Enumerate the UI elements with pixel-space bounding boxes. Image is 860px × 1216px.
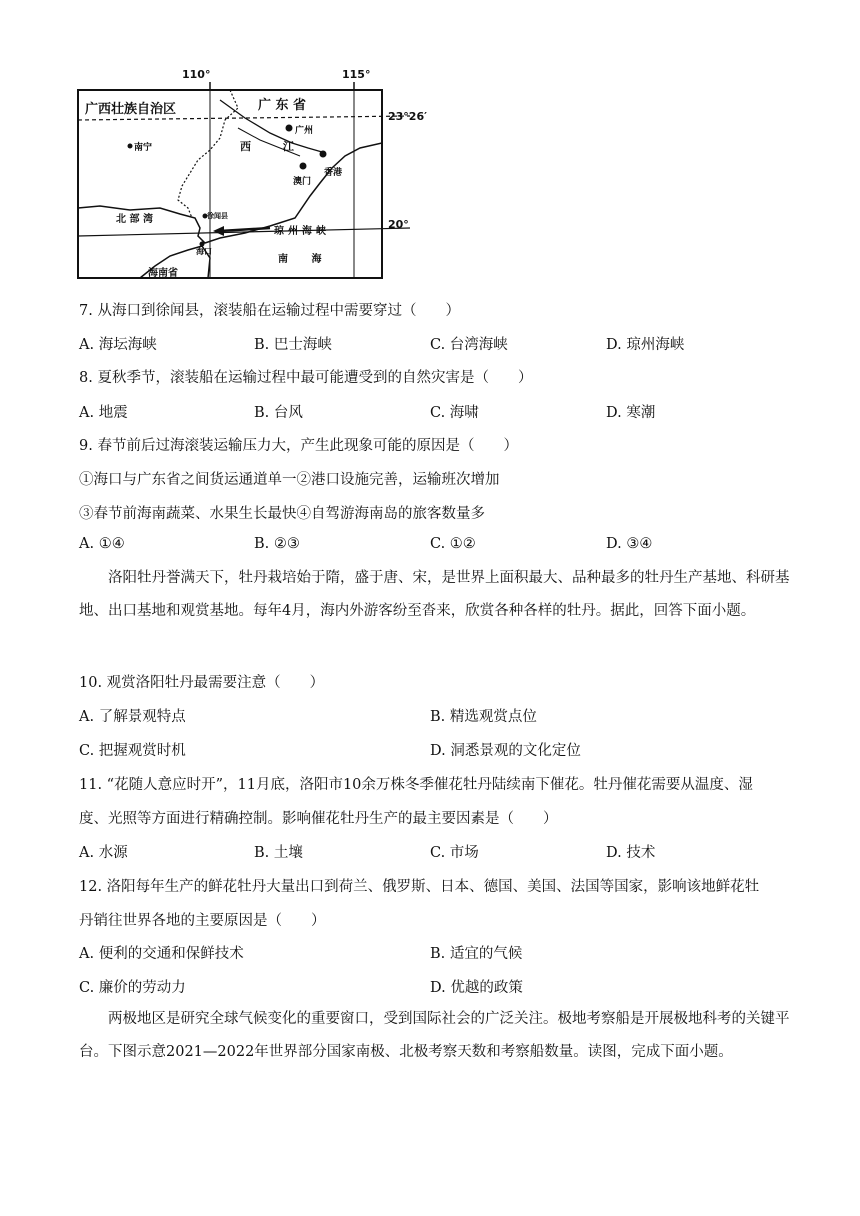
- map-nanhai-label: 南 海: [278, 254, 322, 265]
- q9-statement-line-2: ③春节前海南蔬菜、水果生长最快④自驾游海南岛的旅客数量多: [79, 506, 485, 522]
- map-guangxi-label: 广西壮族自治区: [85, 102, 177, 117]
- q8-option-b: B. 台风: [254, 405, 303, 421]
- q12-option-b: B. 适宜的气候: [430, 946, 523, 962]
- map-nanning-label: 南宁: [134, 143, 153, 153]
- q11-option-d: D. 技术: [606, 845, 656, 861]
- q10-option-d: D. 洞悉景观的文化定位: [430, 743, 581, 759]
- q8-option-d: D. 寒潮: [606, 405, 656, 421]
- q10-option-c: C. 把握观赏时机: [79, 743, 186, 759]
- q11-option-a: A. 水源: [79, 845, 128, 861]
- question-10-stem: 10. 观赏洛阳牡丹最需要注意（ ）: [79, 675, 325, 691]
- map-strait-label: 琼州海峡: [274, 226, 330, 237]
- q7-option-a: A. 海坛海峡: [79, 337, 157, 353]
- q11-option-b: B. 土壤: [254, 845, 303, 861]
- map-xianggang-label: 香港: [324, 168, 343, 178]
- question-11-stem-line-1: 11. “花随人意应时开”，11月底，洛阳市10余万株冬季催花牡丹陆续南下催花。牡丹催花需要从温度、湿: [79, 777, 753, 793]
- q9-statement-line-1: ①海口与广东省之间货运通道单一②港口设施完善，运输班次增加: [79, 472, 500, 488]
- question-12-stem-line-2: 丹销往世界各地的主要原因是（ ）: [79, 913, 326, 929]
- q9-option-d: D. ③④: [606, 536, 653, 552]
- map-beibuwan-label: 北 部 湾: [116, 214, 153, 225]
- map-lon-110-label: 110°: [182, 68, 211, 81]
- q10-option-b: B. 精选观赏点位: [430, 709, 537, 725]
- q12-option-c: C. 廉价的劳动力: [79, 980, 186, 996]
- q12-option-d: D. 优越的政策: [430, 980, 523, 996]
- map-lat-23-label: 23°26′: [388, 110, 428, 123]
- passage-polar-research: 两极地区是研究全球气候变化的重要窗口，受到国际社会的广泛关注。极地考察船是开展极地科考的关键平台。下图示意2021—2022年世界部分国家南极、北极考察天数和考察船数量。读图，完成下面小题。: [79, 1011, 790, 1060]
- question-7-stem: 7. 从海口到徐闻县，滚装船在运输过程中需要穿过（ ）: [79, 303, 460, 319]
- map-lon-115-label: 115°: [342, 68, 371, 81]
- map-xijiang-label: 西 江: [240, 140, 294, 153]
- q7-option-d: D. 琼州海峡: [606, 337, 685, 353]
- q9-option-b: B. ②③: [254, 536, 300, 552]
- map-guangdong-label: 广 东 省: [258, 98, 307, 113]
- map-figure: [70, 68, 430, 283]
- q10-option-a: A. 了解景观特点: [79, 709, 186, 725]
- q8-option-c: C. 海啸: [430, 405, 479, 421]
- q12-option-a: A. 便利的交通和保鲜技术: [79, 946, 244, 962]
- q7-option-b: B. 巴士海峡: [254, 337, 332, 353]
- map-xuwen-label: 徐闻县: [207, 212, 228, 220]
- passage-luoyang-peony: 洛阳牡丹誉满天下，牡丹栽培始于隋，盛于唐、宋，是世界上面积最大、品种最多的牡丹生产基地、科研基地、出口基地和观赏基地。每年4月，海内外游客纷至沓来，欣赏各种各样的牡丹。据此，回答下面小题。: [79, 570, 790, 619]
- map-haikou-label: 海口: [196, 247, 212, 256]
- q9-option-c: C. ①②: [430, 536, 476, 552]
- map-guangzhou-label: 广州: [295, 126, 314, 136]
- map-hainan-label: 海南省: [148, 268, 178, 279]
- question-12-stem-line-1: 12. 洛阳每年生产的鲜花牡丹大量出口到荷兰、俄罗斯、日本、德国、美国、法国等国家，影响该地鲜花牡: [79, 879, 760, 895]
- q11-option-c: C. 市场: [430, 845, 479, 861]
- map-aomen-label: 澳门: [293, 177, 312, 187]
- map-lat-20-label: 20°: [388, 218, 409, 231]
- question-11-stem-line-2: 度、光照等方面进行精确控制。影响催花牡丹生产的最主要因素是（ ）: [79, 811, 558, 827]
- q8-option-a: A. 地震: [79, 405, 128, 421]
- q7-option-c: C. 台湾海峡: [430, 337, 508, 353]
- question-8-stem: 8. 夏秋季节，滚装船在运输过程中最可能遭受到的自然灾害是（ ）: [79, 370, 533, 386]
- q9-option-a: A. ①④: [79, 536, 125, 552]
- question-9-stem: 9. 春节前后过海滚装运输压力大，产生此现象可能的原因是（ ）: [79, 438, 518, 454]
